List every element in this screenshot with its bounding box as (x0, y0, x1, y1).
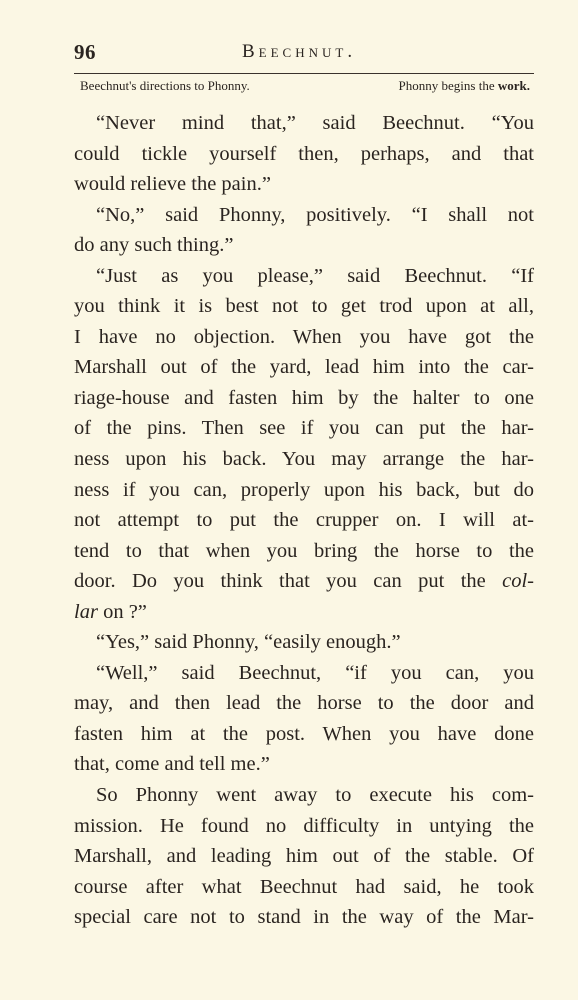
line-text: do any such thing.” (74, 234, 234, 257)
line-text: ness upon his back. You may arrange the har- (74, 448, 534, 471)
text-line (74, 627, 534, 658)
line-text: special care not to stand in the way of the Mar- (74, 906, 534, 929)
line-text: not attempt to put the crupper on. I will at- (74, 509, 534, 532)
italic-text: lar (74, 600, 98, 623)
text-line (74, 811, 534, 842)
text-line (74, 902, 534, 933)
text-line (74, 169, 534, 200)
line-text: Marshall out of the yard, lead him into the car- (74, 356, 534, 379)
text-line (74, 566, 534, 597)
text-line (74, 230, 534, 261)
line-text: could tickle yourself then, perhaps, and that (74, 142, 534, 165)
right-subhead (399, 78, 530, 94)
line-text: would relieve the pain.” (74, 173, 271, 196)
book-title: Beechnut. (242, 41, 357, 62)
text-line (74, 872, 534, 903)
text-line (74, 200, 534, 231)
text-line (74, 505, 534, 536)
italic-text: col- (502, 570, 534, 593)
text-line (74, 352, 534, 383)
line-text: mission. He found no difficulty in untying the (74, 814, 534, 837)
text-line (74, 475, 534, 506)
text-line (74, 322, 534, 353)
text-line (74, 108, 534, 139)
page-number: 96 (74, 40, 96, 64)
body-text (74, 108, 534, 933)
text-line (74, 444, 534, 475)
line-text: fasten him at the post. When you have done (74, 722, 534, 745)
text-line (74, 658, 534, 689)
line-text: riage-house and fasten him by the halter to one (74, 386, 534, 409)
text-line (74, 261, 534, 292)
line-text: that, come and tell me.” (74, 753, 270, 776)
text-line (74, 383, 534, 414)
line-text: “Never mind that,” said Beechnut. “You (96, 112, 534, 134)
line-text: may, and then lead the horse to the door and (74, 692, 534, 715)
line-text: ness if you can, properly upon his back, but do (74, 478, 534, 501)
line-text: “Just as you please,” said Beechnut. “If (96, 264, 534, 287)
text-line (74, 749, 534, 780)
line-text: “Yes,” said Phonny, “easily enough.” (96, 631, 401, 654)
text-line (74, 780, 534, 811)
line-text: of the pins. Then see if you can put the har- (74, 417, 534, 440)
line-text: “Well,” said Beechnut, “if you can, you (96, 661, 534, 684)
text-line (74, 536, 534, 567)
line-text: “No,” said Phonny, positively. “I shall not (96, 203, 534, 226)
text-line (74, 291, 534, 322)
line-text: tend to that when you bring the horse to the (74, 539, 534, 562)
right-subhead-bold-word: work. (497, 78, 530, 93)
text-line (74, 841, 534, 872)
line-text: So Phonny went away to execute his com- (96, 784, 534, 807)
running-head (74, 40, 534, 68)
text-line (74, 413, 534, 444)
left-subhead: Beechnut's directions to Phonny. (80, 78, 250, 93)
right-subhead-text: Phonny begins the (398, 78, 498, 93)
line-text: on ?” (97, 600, 147, 623)
line-text: course after what Beechnut had said, he took (74, 875, 534, 898)
header-rule (74, 73, 534, 74)
line-text: Marshall, and leading him out of the stable. Of (74, 845, 534, 868)
line-text: door. Do you think that you can put the (74, 570, 503, 593)
line-text: I have no objection. When you have got the (74, 325, 534, 348)
text-line (74, 688, 534, 719)
text-line (74, 597, 534, 628)
text-line (74, 719, 534, 750)
section-subheads (74, 78, 534, 96)
text-line (74, 139, 534, 170)
line-text: you think it is best not to get trod upon at all, (74, 295, 534, 318)
